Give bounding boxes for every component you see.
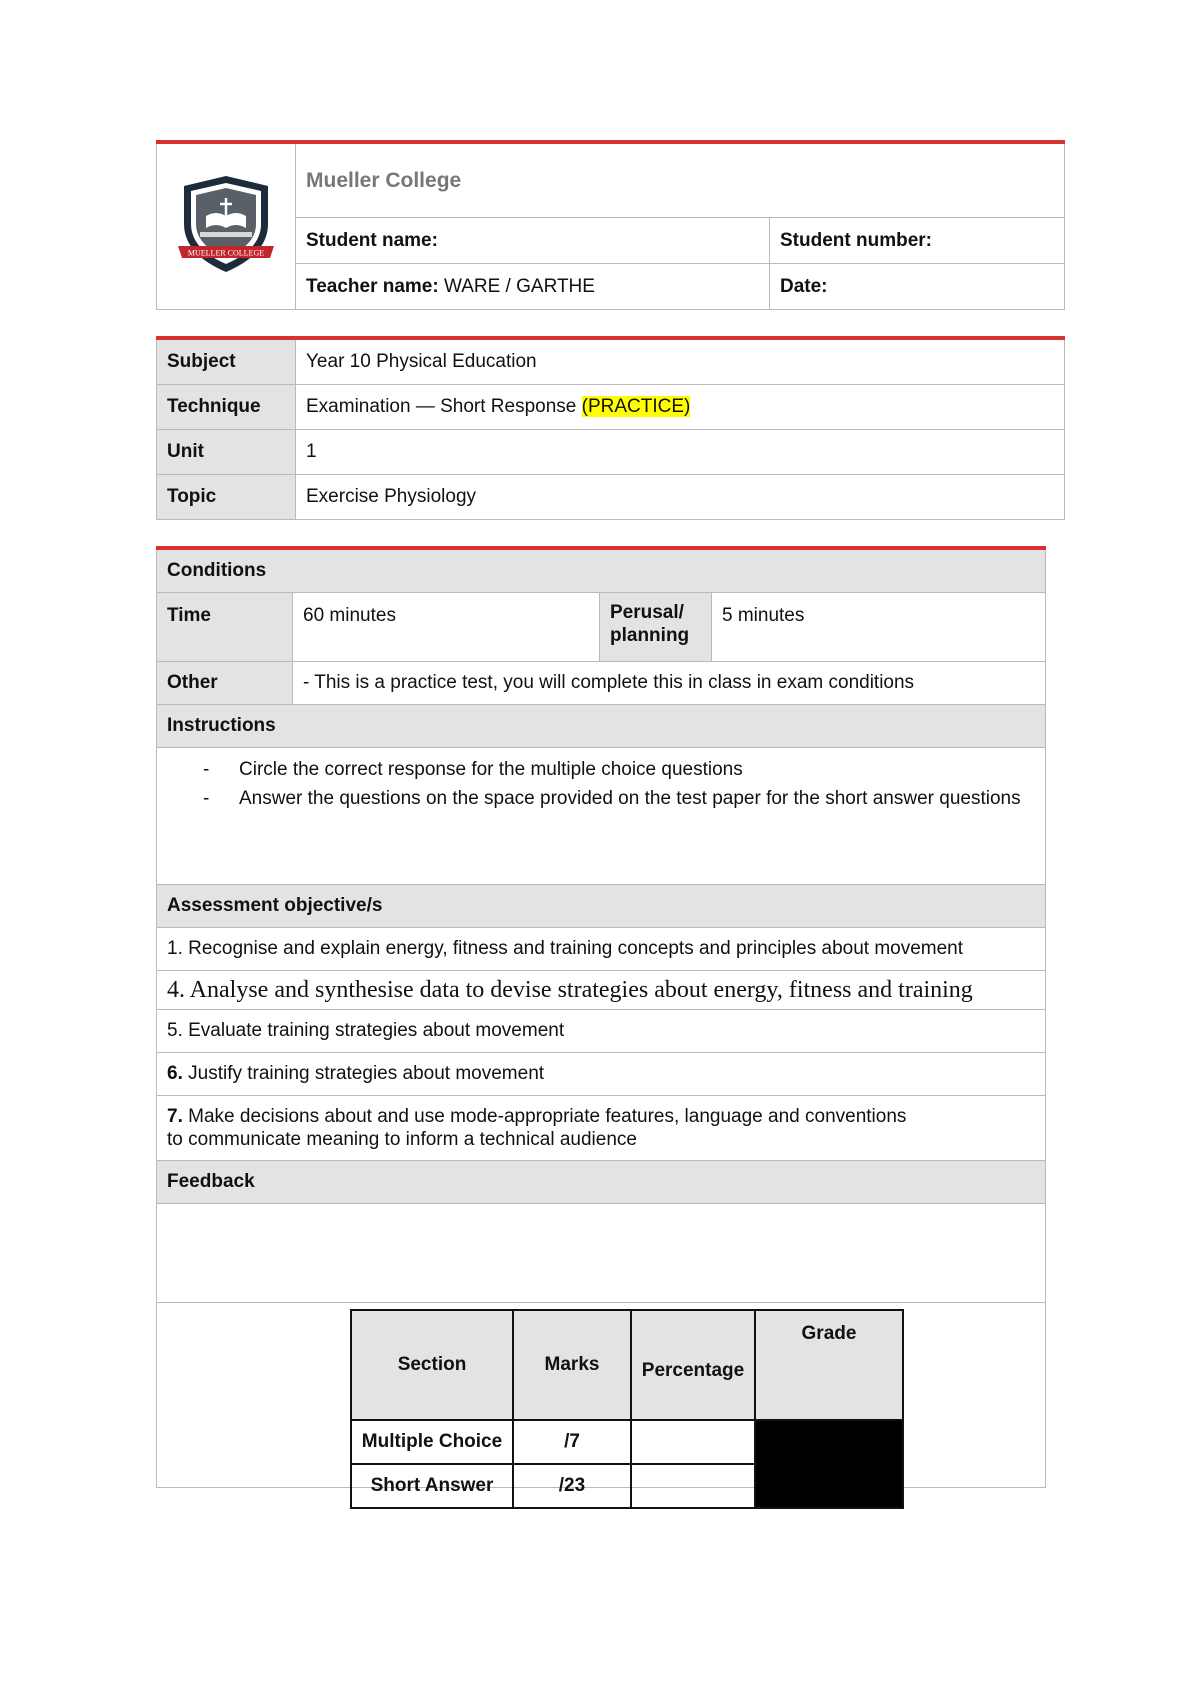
instructions-heading: Instructions [157, 705, 1046, 748]
unit-label: Unit [157, 430, 296, 475]
subject-table [156, 336, 1065, 520]
teacher-name-value: WARE / GARTHE [443, 275, 595, 297]
grade-header: Grade [755, 1310, 903, 1420]
grade-table [350, 1309, 904, 1509]
other-value: - This is a practice test, you will complete this in class in exam conditions [293, 662, 1046, 705]
table-row [351, 1420, 903, 1464]
section-cell: Multiple Choice [351, 1420, 513, 1464]
instruction-item: - Circle the correct response for the multiple choice questions [167, 758, 1035, 782]
subject-block [156, 336, 1064, 520]
instruction-item: - Answer the questions on the space provided on the test paper for the short answer questions [167, 787, 1035, 811]
student-number-label: Student number: [770, 218, 1065, 264]
percentage-cell[interactable] [631, 1464, 755, 1508]
objective-6-number: 6. [167, 1063, 183, 1084]
topic-label: Topic [157, 475, 296, 520]
time-label: Time [157, 593, 293, 662]
technique-label: Technique [157, 385, 296, 430]
teacher-name-label: Teacher name: [306, 275, 439, 297]
objective-7 [157, 1096, 1046, 1161]
conditions-heading: Conditions [157, 548, 1046, 593]
percentage-cell[interactable] [631, 1420, 755, 1464]
student-name-label: Student name: [296, 218, 770, 264]
marks-header: Marks [513, 1310, 631, 1420]
objective-6-text: Justify training strategies about movement [182, 1063, 545, 1084]
college-name: Mueller College [296, 142, 1065, 218]
perusal-label: Perusal/ planning [600, 593, 712, 662]
objective-1: 1. Recognise and explain energy, fitness and training concepts and principles about movement [157, 928, 1046, 971]
topic-value: Exercise Physiology [296, 475, 1065, 520]
date-label: Date: [770, 264, 1065, 310]
college-crest-logo [176, 172, 276, 276]
objective-5: 5. Evaluate training strategies about movement [157, 1010, 1046, 1053]
time-value: 60 minutes [293, 593, 600, 662]
other-label: Other [157, 662, 293, 705]
objective-6 [157, 1053, 1046, 1096]
instructions-list [167, 758, 1035, 811]
teacher-name-cell [296, 264, 770, 310]
technique-cell [296, 385, 1065, 430]
subject-label: Subject [157, 338, 296, 385]
header-block [156, 140, 1064, 310]
feedback-area [157, 1204, 1046, 1303]
percentage-header: Percentage [631, 1310, 755, 1420]
logo-cell [157, 142, 296, 310]
objectives-heading: Assessment objective/s [157, 885, 1046, 928]
perusal-value: 5 minutes [712, 593, 1046, 662]
marks-cell: /7 [513, 1420, 631, 1464]
marks-cell: /23 [513, 1464, 631, 1508]
section-cell: Short Answer [351, 1464, 513, 1508]
objective-7-number: 7. [167, 1106, 183, 1127]
objective-4: 4. Analyse and synthesise data to devise strategies about energy, fitness and training [157, 971, 1046, 1010]
technique-value: Examination — Short Response [306, 396, 582, 417]
header-table [156, 140, 1065, 310]
instructions-cell [157, 748, 1046, 885]
section-header: Section [351, 1310, 513, 1420]
objective-7-line2: to communicate meaning to inform a technical audience [167, 1129, 637, 1150]
practice-highlight: (PRACTICE) [581, 396, 691, 417]
objective-7-line1: Make decisions about and use mode-appropriate features, language and conventions [182, 1106, 907, 1127]
grade-cell [755, 1420, 903, 1508]
feedback-heading: Feedback [157, 1161, 1046, 1204]
unit-value: 1 [296, 430, 1065, 475]
subject-value: Year 10 Physical Education [296, 338, 1065, 385]
svg-text:MUELLER COLLEGE: MUELLER COLLEGE [187, 248, 265, 257]
